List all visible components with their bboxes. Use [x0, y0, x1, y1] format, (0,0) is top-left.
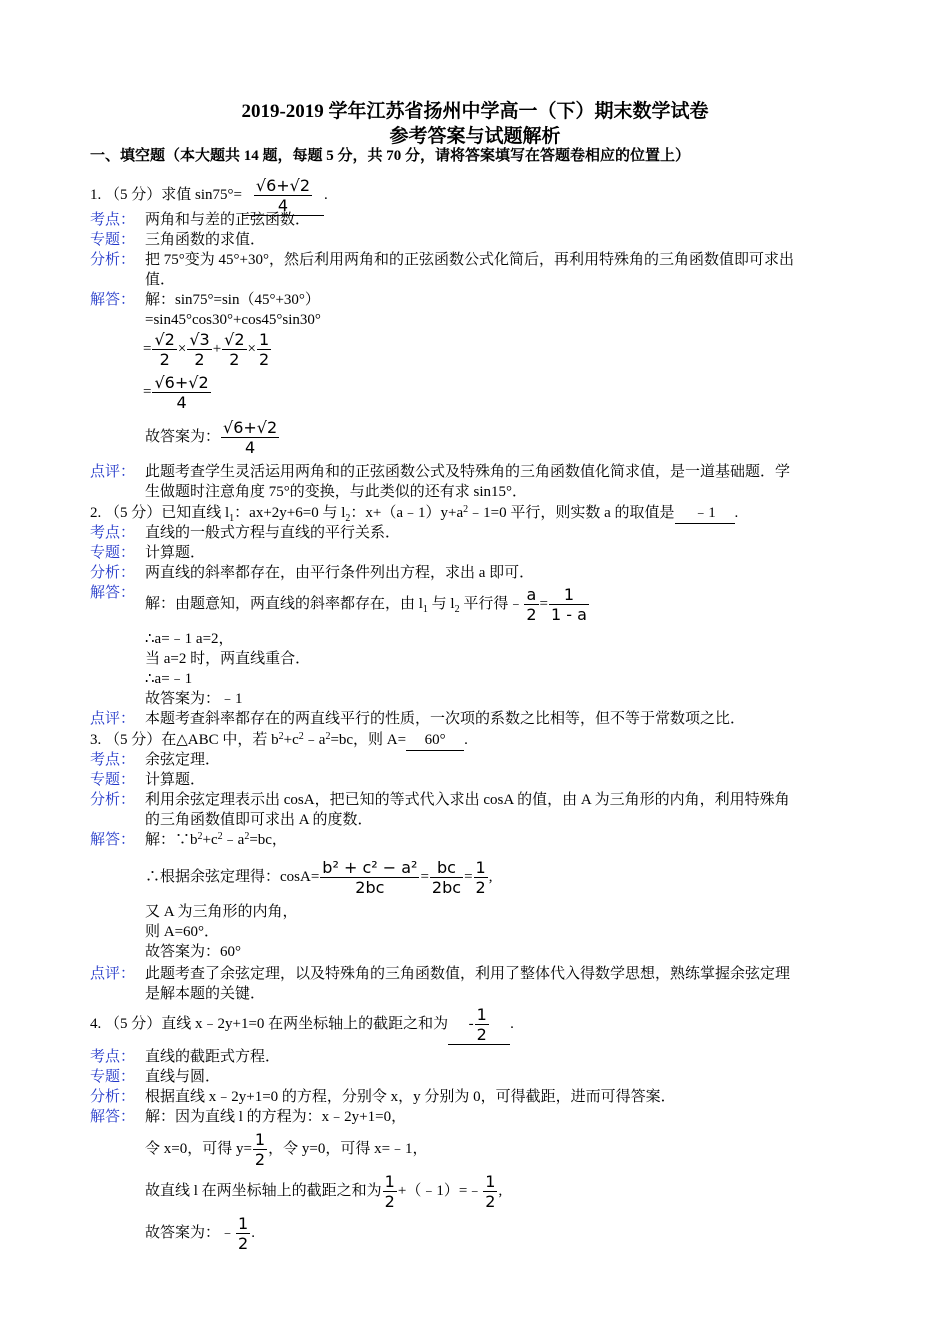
frac-den: 4 — [245, 438, 256, 457]
q1-step3: = $\frac{√2}{2}$ × $\frac{√3}{2}$ + $\frac{√2}{2}$ × $\frac{1}{2}$ — [143, 330, 270, 369]
q1-frac-e — [152, 373, 210, 412]
frac-den: 2 — [159, 350, 170, 369]
q4-period: . — [510, 1015, 514, 1032]
q2-step1-c: 平行得﹣ — [459, 595, 524, 612]
q2-stem-c: ：x+（a﹣1）y+a — [350, 505, 464, 521]
q3-step2-text: ∴根据余弦定理得：cosA= — [145, 868, 320, 885]
q2-step2: ∴a=﹣1 a=2， — [145, 631, 234, 647]
q3-dianping-label: 点评： — [90, 966, 136, 982]
q3-step5: 故答案为：60° — [145, 944, 241, 960]
frac-num: √2 — [224, 330, 245, 349]
q1-fenxi-2: 值． — [145, 272, 176, 288]
q4-step2-a: 令 x=0，可得 y= — [145, 1140, 252, 1157]
q2-stem-b: ：ax+2y+6=0 与 l — [234, 505, 346, 521]
q3-step1-c: ﹣a — [222, 832, 245, 848]
frac-num: √3 — [189, 330, 210, 349]
q4-stem — [90, 1005, 514, 1045]
q2-dianping-label: 点评： — [90, 711, 136, 727]
q3-step4: 则 A=60°． — [145, 924, 220, 940]
q3-answer: 60° — [406, 730, 464, 751]
frac-den: 4 — [277, 196, 289, 215]
q2-frac-b — [549, 585, 589, 624]
frac-num: 1 — [485, 1172, 496, 1191]
q3-frac-3 — [474, 858, 488, 897]
frac-den: 4 — [176, 393, 187, 412]
q3-zhuanti-label: 专题： — [90, 772, 136, 788]
q2-stem-a: 2. （5 分）已知直线 l — [90, 505, 230, 521]
q3-stem-a: 3. （5 分）在△ABC 中，若 b — [90, 732, 279, 748]
q2-period: . — [734, 505, 739, 521]
q2-step1-a: 解：由题意知，两直线的斜率都存在，由 l — [145, 595, 423, 612]
q1-dianping-2: 生做题时注意角度 75°的变换，与此类似的还有求 sin15°． — [145, 484, 528, 500]
q2-fenxi: 两直线的斜率都存在，由平行条件列出方程，求出 a 即可． — [145, 565, 535, 581]
q2-kaodian: 直线的一般式方程与直线的平行关系． — [145, 525, 401, 541]
q1-zhuanti-label: 专题： — [90, 232, 136, 248]
q3-dianping-2: 是解本题的关键． — [145, 986, 266, 1002]
q1-final — [145, 418, 280, 457]
frac-num: 1 — [476, 1005, 487, 1024]
q1-final-frac — [221, 418, 279, 457]
q3-frac-2 — [430, 858, 463, 897]
q1-fenxi-label: 分析： — [90, 252, 136, 268]
q4-frac-sum — [383, 1172, 397, 1211]
frac-num: 1 — [475, 858, 486, 877]
q3-zhuanti: 计算题． — [145, 772, 206, 788]
q2-fenxi-label: 分析： — [90, 565, 136, 581]
frac-den: 2bc — [431, 878, 462, 897]
q1-step4: = $\frac{√6+√2}{4}$ — [143, 373, 209, 412]
q1-frac-d — [257, 330, 271, 369]
frac-num: 1 — [259, 330, 270, 349]
q4-step3-a: 故直线 l 在两坐标轴上的截距之和为 — [145, 1182, 382, 1199]
q4-frac-result — [483, 1172, 497, 1211]
frac-den: 2 — [485, 1192, 496, 1211]
q3-kaodian: 余弦定理． — [145, 752, 221, 768]
q3-step1-a: 解：∵b — [145, 832, 198, 848]
q1-kaodian-label: 考点： — [90, 212, 136, 228]
frac-num: 1 — [238, 1214, 249, 1233]
q4-zhuanti-label: 专题： — [90, 1069, 136, 1085]
q3-step2: ∴根据余弦定理得：cosA= $\frac{\text{b² + c² − a²}}{2bc}$ = $\frac{bc}{2bc}$ = $\frac{1}{2}$ , — [145, 858, 493, 897]
q3-stem-b: +c — [283, 732, 299, 748]
frac-den: 2 — [476, 1025, 487, 1044]
q4-final-period: . — [251, 1224, 255, 1241]
frac-num: 1 — [254, 1130, 266, 1149]
q4-step2 — [145, 1130, 428, 1169]
q4-step1: 解：因为直线 l 的方程为：x﹣2y+1=0， — [145, 1109, 407, 1125]
frac-den: 1 - a — [551, 605, 587, 624]
q3-comma: , — [488, 868, 493, 885]
q4-stem-text: 4. （5 分）直线 x﹣2y+1=0 在两坐标轴上的截距之和为 — [90, 1015, 449, 1032]
q3-frac-1 — [320, 858, 419, 897]
q1-final-text: 故答案为： — [145, 428, 221, 445]
q4-jieda-label: 解答： — [90, 1109, 136, 1125]
frac-num: √6+√2 — [154, 373, 209, 392]
frac-num: √6+√2 — [223, 418, 278, 437]
frac-num: 1 — [384, 1172, 395, 1191]
q1-dianping-1: 此题考查学生灵活运用两角和的正弦函数公式及特殊角的三角函数值化简求值，是一道基础题．学 — [145, 464, 791, 480]
q4-step2-b: ，令 y=0，可得 x=﹣1， — [268, 1140, 428, 1157]
q4-answer-sign: - — [468, 1015, 474, 1032]
frac-den: 2 — [526, 605, 537, 624]
q1-frac-c — [222, 330, 246, 369]
q4-fenxi: 根据直线 x﹣2y+1=0 的方程，分别令 x，y 分别为 0，可得截距，进而可得答案． — [145, 1089, 676, 1105]
document-subtitle: 参考答案与试题解析 — [389, 126, 561, 147]
q3-step1: 解：$\because b^2+c^2﹣a^2=bc$， — [145, 831, 287, 848]
q3-step3: 又 A 为三角形的内角， — [145, 904, 298, 920]
frac-den: 2 — [475, 878, 486, 897]
q2-stem: 2. （5 分）已知直线 $l_1$：ax+2y+6=0 与 $l_2$：$x+(a﹣1)y+a^2﹣1=0$ 平行，则实数 a 的取值是 ﹣1 . — [90, 504, 739, 524]
q4-kaodian: 直线的截距式方程． — [145, 1049, 281, 1065]
frac-den: 2 — [384, 1192, 395, 1211]
q4-step3 — [145, 1172, 502, 1211]
q3-stem-d: =bc，则 A= — [330, 732, 407, 748]
frac-num: a — [524, 585, 538, 605]
q4-final-text: 故答案为：﹣ — [145, 1224, 236, 1241]
q3-period: . — [464, 732, 468, 748]
q2-zhuanti: 计算题． — [145, 545, 206, 561]
frac-den: 2 — [254, 1150, 266, 1169]
q1-fenxi-1: 把 75°变为 45°+30°，然后利用两角和的正弦函数公式化简后，再利用特殊角的三角函数值即可求出 — [145, 252, 794, 268]
q3-stem: 3. （5 分）在△ABC 中，若 $b^2+c^2﹣a^2=bc$，则 A= 60° . — [90, 730, 468, 751]
q4-kaodian-label: 考点： — [90, 1049, 136, 1065]
q4-zhuanti: 直线与圆． — [145, 1069, 221, 1085]
q4-answer-blank — [448, 1005, 510, 1045]
q4-answer-frac — [475, 1005, 489, 1044]
q3-kaodian-label: 考点： — [90, 752, 136, 768]
document-title: 2019-2019 学年江苏省扬州中学高一（下）期末数学试卷 — [241, 101, 709, 122]
q1-dianping-label: 点评： — [90, 464, 136, 480]
frac-den: 2 — [229, 350, 240, 369]
q3-dianping-1: 此题考查了余弦定理，以及特殊角的三角函数值，利用了整体代入得数学思想，熟练掌握余弦定理 — [145, 966, 791, 982]
q2-zhuanti-label: 专题： — [90, 545, 136, 561]
q2-jieda-label: 解答： — [90, 585, 136, 601]
q2-dianping: 本题考查斜率都存在的两直线平行的性质，一次项的系数之比相等，但不等于常数项之比． — [145, 711, 746, 727]
q1-period: . — [323, 186, 328, 203]
q3-fenxi-label: 分析： — [90, 792, 136, 808]
q1-frac-a — [152, 330, 176, 369]
q4-step3-b: +（﹣1）=﹣ — [397, 1182, 483, 1199]
frac-num: b² + c² − a² — [322, 858, 418, 877]
q2-kaodian-label: 考点： — [90, 525, 136, 541]
q2-stem-d: ﹣1=0 平行，则实数 a 的取值是 — [468, 505, 675, 521]
q4-final — [145, 1214, 255, 1253]
q1-step1: 解：sin75°=sin（45°+30°） — [145, 292, 320, 308]
q4-frac-y — [253, 1130, 267, 1169]
frac-num: bc — [430, 858, 463, 878]
frac-num: 1 — [549, 585, 589, 605]
q3-step1-d: =bc， — [249, 832, 287, 848]
q1-kaodian: 两角和与差的正弦函数． — [145, 212, 311, 228]
q1-step2: =sin45°cos30°+cos45°sin30° — [145, 312, 321, 328]
q1-stem-text: 1. （5 分）求值 sin75°= — [90, 186, 242, 203]
section-heading: 一、填空题（本大题共 14 题，每题 5 分，共 70 分，请将答案填写在答题卷相应的位置上） — [90, 148, 691, 164]
q1-jieda-label: 解答： — [90, 292, 136, 308]
q4-final-frac — [236, 1214, 250, 1253]
q4-fenxi-label: 分析： — [90, 1089, 136, 1105]
q2-step1: 解：由题意知，两直线的斜率都存在，由 $l_1$ 与 $l_2$ 平行得﹣ $\frac{a}{2}$ = $\frac{1}{1 - a}$ — [145, 585, 587, 624]
q1-frac-b — [187, 330, 211, 369]
frac-den: 2 — [259, 350, 270, 369]
q2-step5: 故答案为：﹣1 — [145, 691, 243, 707]
q3-jieda-label: 解答： — [90, 832, 136, 848]
q2-step1-b: 与 l — [427, 595, 455, 612]
q3-stem-c: ﹣a — [303, 732, 326, 748]
q4-comma: , — [498, 1182, 503, 1199]
frac-num: √2 — [154, 330, 175, 349]
q1-zhuanti: 三角函数的求值． — [145, 232, 266, 248]
q2-step4: ∴a=﹣1 — [145, 671, 193, 687]
q3-fenxi-2: 的三角函数值即可求出 A 的度数． — [145, 812, 373, 828]
q2-answer: ﹣1 — [675, 503, 735, 524]
frac-den: 2bc — [355, 878, 385, 897]
q2-step3: 当 a=2 时，两直线重合． — [145, 651, 311, 667]
q2-frac-a — [524, 585, 538, 624]
frac-den: 2 — [194, 350, 205, 369]
q3-fenxi-1: 利用余弦定理表示出 cosA，把已知的等式代入求出 cosA 的值，由 A 为三角形的内角，利用特殊角 — [145, 792, 790, 808]
frac-num: √6+√2 — [255, 176, 311, 195]
frac-den: 2 — [238, 1234, 249, 1253]
q3-step1-b: +c — [202, 832, 218, 848]
